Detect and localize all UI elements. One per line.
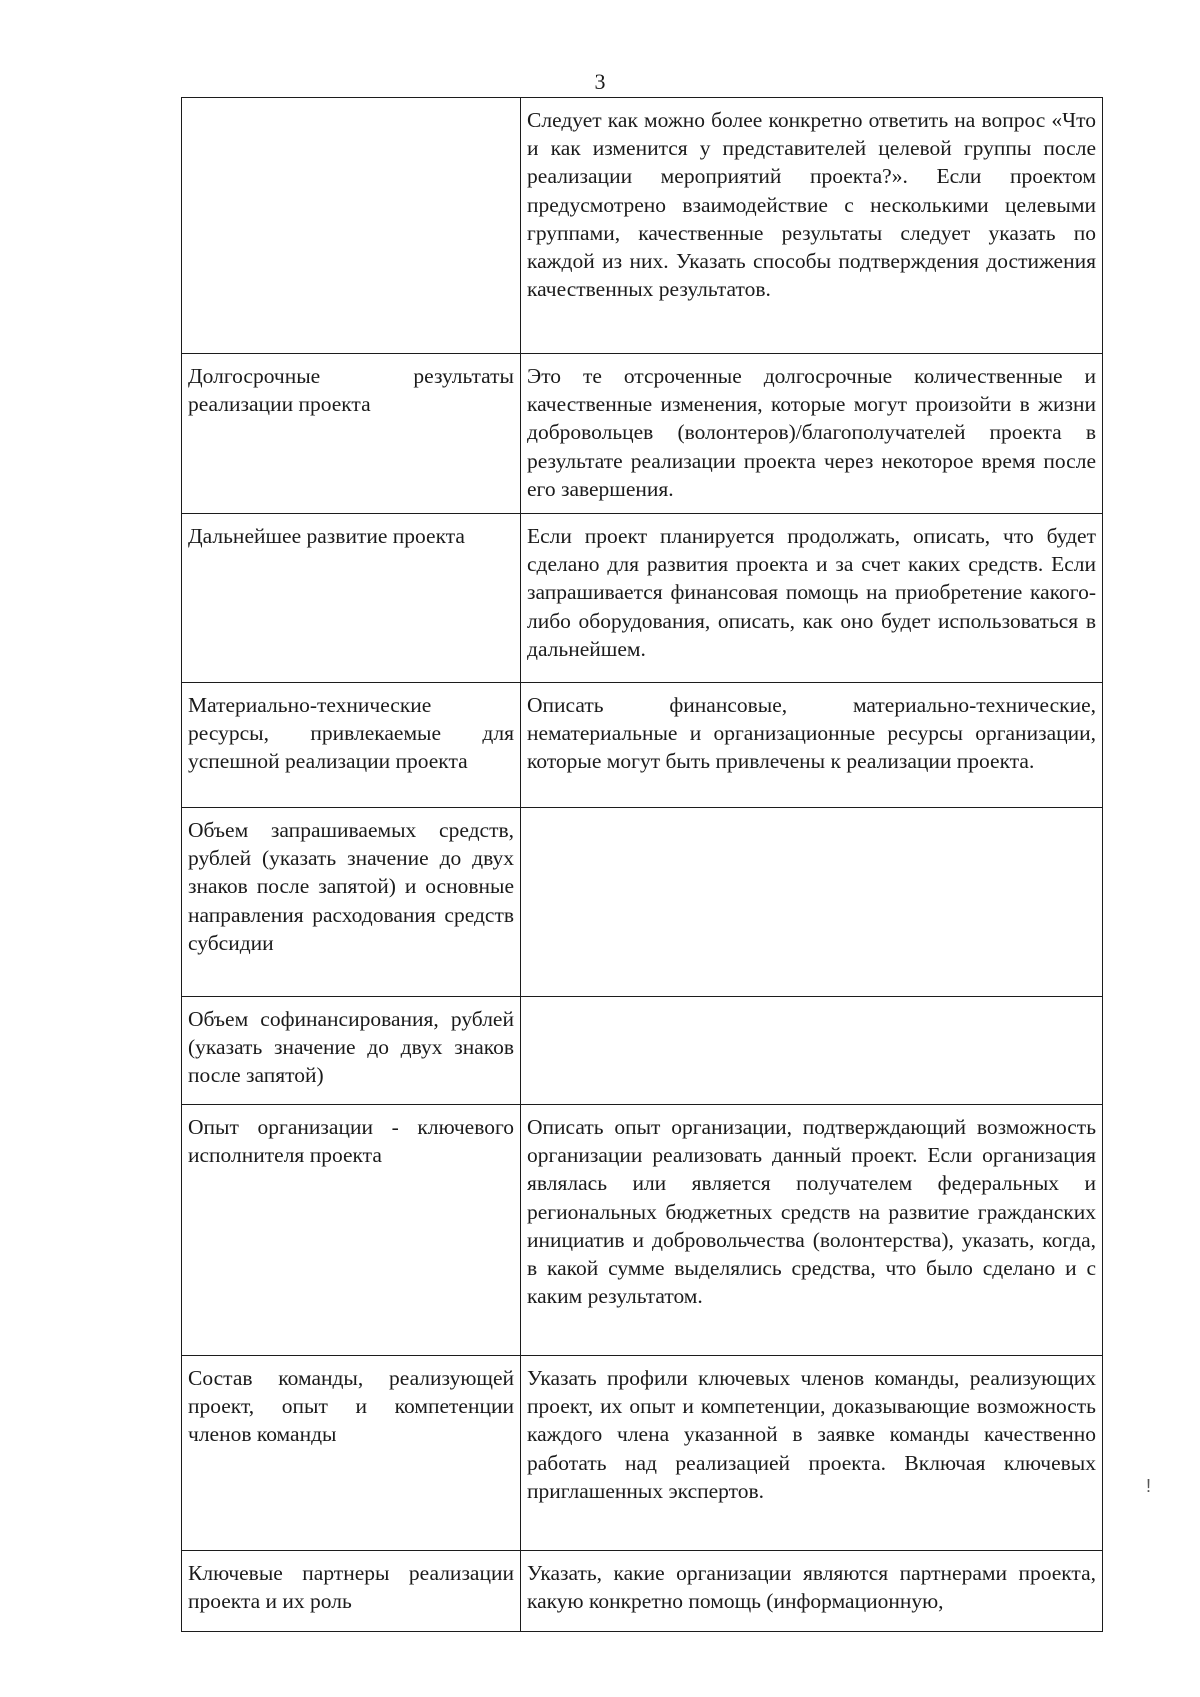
table-row [182, 1356, 1103, 1551]
table-row [182, 514, 1103, 683]
row-description: Следует как можно более конкретно ответить на вопрос «Что и как изменится у представителей целевой группы после реализации мероприятий проекта?». Если проектом предусмотрено взаимодействие с несколькими целевыми группами, качественные результаты следует указать по каждой из них. Указать способы подтверждения достижения качественных результатов. [521, 98, 1103, 354]
row-description-empty [521, 808, 1103, 997]
row-label: Долгосрочные результаты реализации проекта [182, 354, 521, 514]
row-description: Описать финансовые, материально-технические, нематериальные и организационные ресурсы организации, которые могут быть привлечены к реализации проекта. [521, 683, 1103, 808]
table-row [182, 1105, 1103, 1356]
row-label: Объем запрашиваемых средств, рублей (указать значение до двух знаков после запятой) и основные направления расходования средств субсидии [182, 808, 521, 997]
page-number: 3 [594, 69, 606, 94]
row-label: Материально-технические ресурсы, привлекаемые для успешной реализации проекта [182, 683, 521, 808]
table-row [182, 997, 1103, 1105]
row-label [182, 98, 521, 354]
row-description: Если проект планируется продолжать, описать, что будет сделано для развития проекта и за счет каких средств. Если запрашивается финансовая помощь на приобретение какого-либо оборудования, описать, как оно будет использоваться в дальнейшем. [521, 514, 1103, 683]
row-label: Опыт организации - ключевого исполнителя проекта [182, 1105, 521, 1356]
row-description: Указать профили ключевых членов команды, реализующих проект, их опыт и компетенции, доказывающие возможность каждого члена указанной в заявке команды качественно работать над реализацией проекта. Включая ключевых приглашенных экспертов. [521, 1356, 1103, 1551]
stray-scan-mark: ! [1146, 1476, 1152, 1496]
table-row [182, 354, 1103, 514]
row-label: Ключевые партнеры реализации проекта и их роль [182, 1551, 521, 1632]
row-description: Это те отсроченные долгосрочные количественные и качественные изменения, которые могут произойти в жизни добровольцев (волонтеров)/благополучателей проекта в результате реализации проекта через некоторое время после его завершения. [521, 354, 1103, 514]
row-label: Состав команды, реализующей проект, опыт и компетенции членов команды [182, 1356, 521, 1551]
row-description-empty [521, 997, 1103, 1105]
table-row [182, 808, 1103, 997]
table-row [182, 683, 1103, 808]
table-row [182, 98, 1103, 354]
row-description: Указать, какие организации являются партнерами проекта, какую конкретно помощь (информационную, [521, 1551, 1103, 1632]
row-label: Дальнейшее развитие проекта [182, 514, 521, 683]
table-row [182, 1551, 1103, 1632]
application-form-table [181, 97, 1103, 1632]
row-label: Объем софинансирования, рублей (указать значение до двух знаков после запятой) [182, 997, 521, 1105]
row-description: Описать опыт организации, подтверждающий возможность организации реализовать данный проект. Если организация являлась или является получателем федеральных и региональных бюджетных средств на развитие гражданских инициатив и добровольчества (волонтерства), указать, когда, в какой сумме выделялись средства, что было сделано и с каким результатом. [521, 1105, 1103, 1356]
